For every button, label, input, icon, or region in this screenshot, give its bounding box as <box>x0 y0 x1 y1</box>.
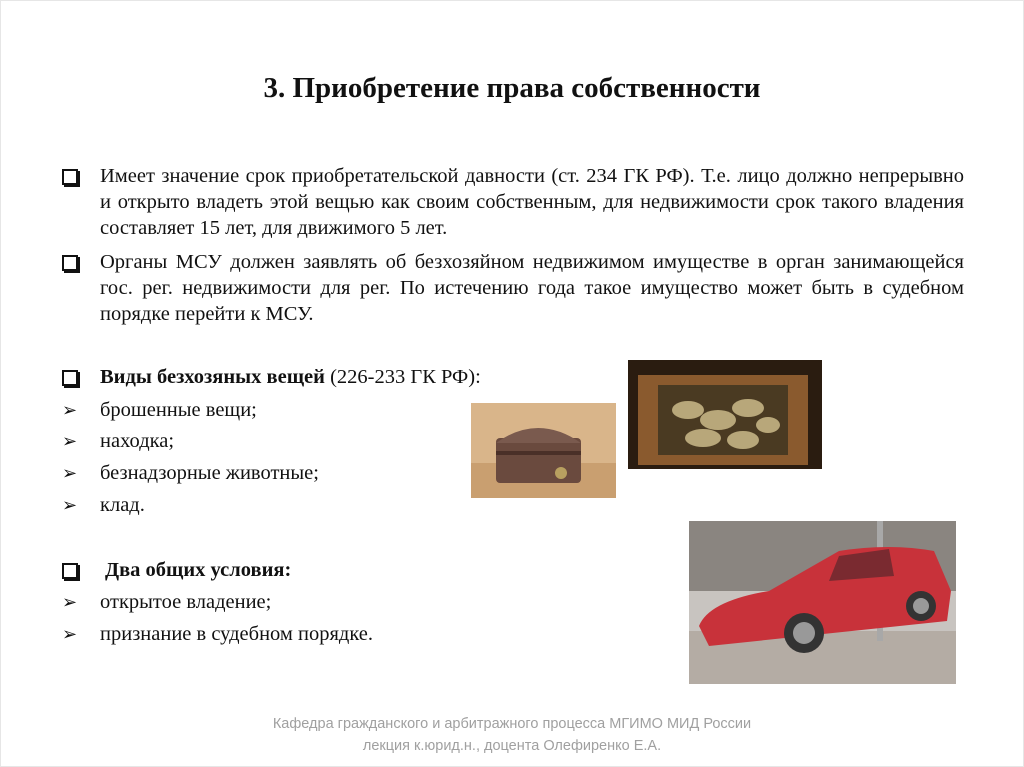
footer <box>0 713 1024 757</box>
checkbox-bullet-icon <box>62 364 78 393</box>
footer-department: Кафедра гражданского и арбитражного процесса МГИМО МИД России <box>272 716 752 732</box>
checkbox-bullet-icon <box>62 163 78 192</box>
types-heading-ref: (226-233 ГК РФ): <box>324 366 481 388</box>
list-item: клад. <box>100 494 145 516</box>
list-item: находка; <box>100 430 175 452</box>
slide-title: 3. Приобретение права собственности <box>263 72 761 104</box>
paragraph-prescription: Имеет значение срок приобретательской давности (ст. 234 ГК РФ). Т.е. лицо должно непрерывно и открыто владеть этой вещью как своим собственным, для недвижимости срок такого владения составляет 15 лет, для движимого 5 лет. <box>100 165 964 239</box>
list-item: безнадзорные животные; <box>100 462 319 484</box>
arrow-bullet-icon: ➢ <box>62 592 78 612</box>
abandoned-red-car-image <box>689 521 956 684</box>
list-item: открытое владение; <box>100 591 272 613</box>
coin-chest-image <box>628 360 822 469</box>
footer-lecturer: лекция к.юрид.н., доцента Олефиренко Е.А. <box>362 738 662 754</box>
list-item: брошенные вещи; <box>100 399 257 421</box>
arrow-bullet-icon: ➢ <box>62 431 78 451</box>
paragraph-msu: Органы МСУ должен заявлять об безхозяйном недвижимом имуществе в орган занимающейся гос. рег. недвижимости для рег. По истечению года такое имущество может быть в судебном порядке перейти к МСУ. <box>100 251 964 325</box>
arrow-bullet-icon: ➢ <box>62 400 78 420</box>
arrow-bullet-icon: ➢ <box>62 624 78 644</box>
types-heading <box>100 364 481 390</box>
checkbox-bullet-icon <box>62 557 78 586</box>
conditions-heading: Два общих условия: <box>105 559 292 581</box>
types-heading-bold: Виды безхозяных вещей <box>100 366 325 388</box>
list-item: признание в судебном порядке. <box>100 623 374 645</box>
treasure-chest-in-sand-image <box>471 403 616 498</box>
arrow-bullet-icon: ➢ <box>62 495 78 515</box>
checkbox-bullet-icon <box>62 249 78 278</box>
arrow-bullet-icon: ➢ <box>62 463 78 483</box>
